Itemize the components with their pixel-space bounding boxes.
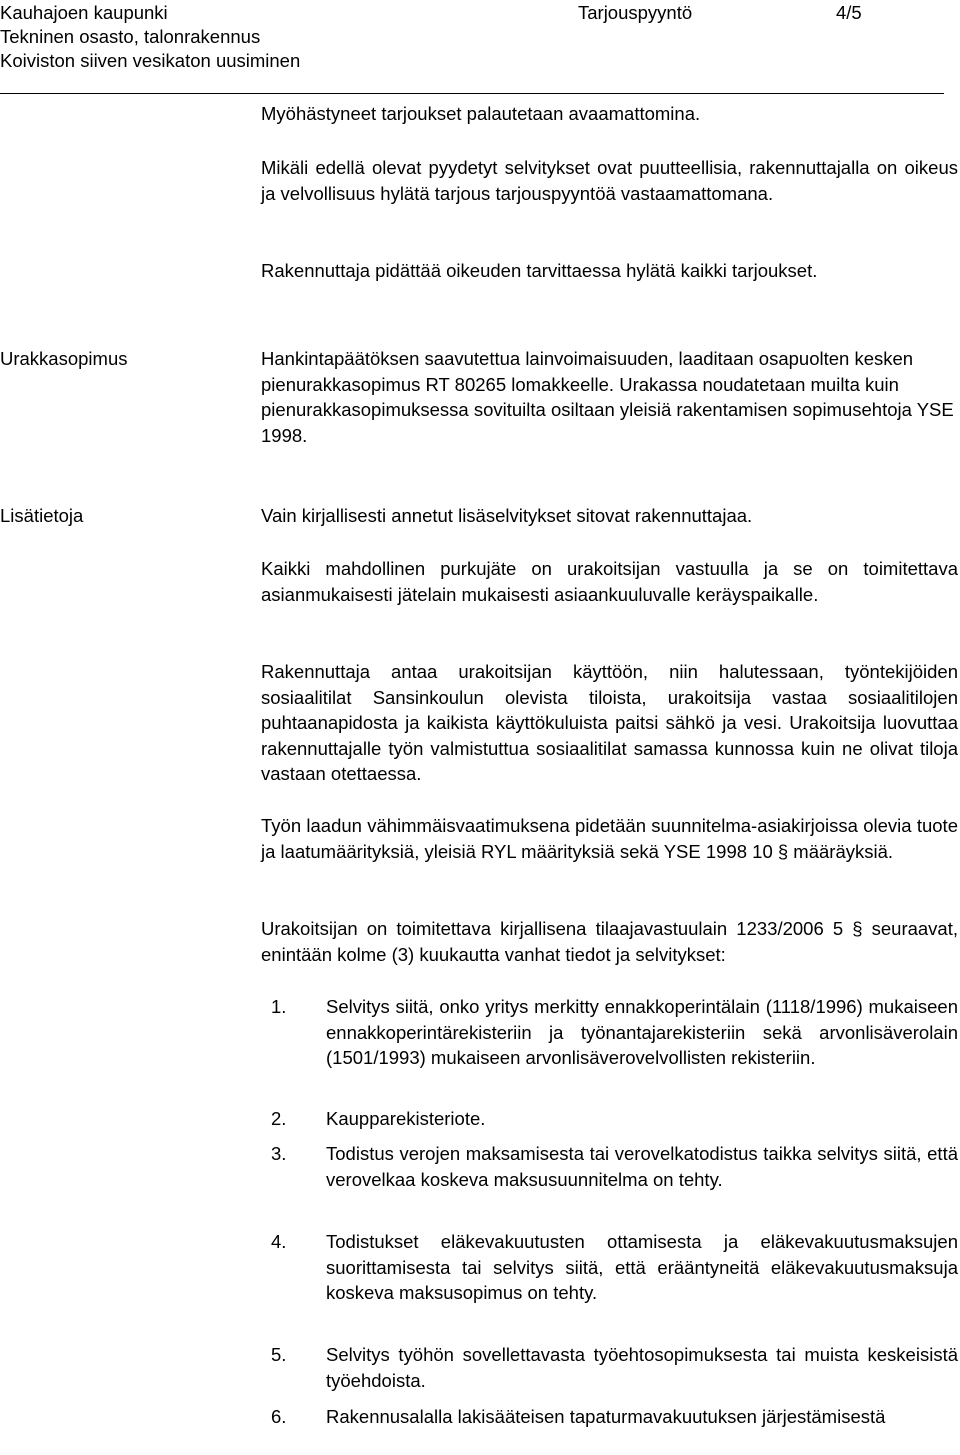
- header-document-type: Tarjouspyyntö: [578, 2, 693, 23]
- list-item-text: Selvitys siitä, onko yritys merkitty ennakkoperintälain (1118/1996) mukaiseen ennakkoperintärekisteriin ja työnantajarekisteriin sekä arvonlisäverolain (1501/1993) mukaiseen arvonlisäverovelvollisten rekisteriin.: [326, 996, 958, 1068]
- lisatietoja-quality-requirements: Työn laadun vähimmäisvaatimuksena pidetään suunnitelma-asiakirjoissa olevia tuote ja laatumäärityksiä, yleisiä RYL määrityksiä sekä YSE 1998 10 § määräyksiä.: [261, 815, 958, 862]
- intro-late-offers: Myöhästyneet tarjoukset palautetaan avaamattomina.: [261, 103, 701, 124]
- lisatietoja-binding-info: Vain kirjallisesti annetut lisäselvitykset sitovat rakennuttajaa.: [261, 505, 753, 526]
- list-item-number: 3.: [271, 1143, 287, 1164]
- list-item-text: Rakennusalalla lakisääteisen tapaturmavakuutuksen järjestämisestä: [326, 1406, 886, 1427]
- header-divider: [0, 93, 944, 94]
- page-header: [0, 0, 960, 90]
- list-item-text: Todistukset eläkevakuutusten ottamisesta ja eläkevakuutusmaksujen suorittamisesta tai selvitys siitä, että erääntyneitä eläkevakuutusmaksuja koskeva maksusopimus on tehty.: [326, 1231, 958, 1303]
- section-label-urakkasopimus: Urakkasopimus: [0, 348, 128, 369]
- list-item-number: 2.: [271, 1108, 287, 1129]
- header-department: Tekninen osasto, talonrakennus: [0, 26, 261, 47]
- list-item-number: 6.: [271, 1406, 287, 1427]
- list-item-number: 1.: [271, 996, 287, 1017]
- list-item-text: Kaupparekisteriote.: [326, 1108, 486, 1129]
- header-organization: Kauhajoen kaupunki: [0, 2, 168, 23]
- lisatietoja-social-facilities: Rakennuttaja antaa urakoitsijan käyttöön, niin halutessaan, työntekijöiden sosiaalitilat Sansinkoulun olevista tiloista, urakoitsija vastaa sosiaalitilojen puhtaanapidosta ja kaikista käyttökuluista paitsi sähkö ja vesi. Urakoitsija luovuttaa rakennuttajalle työn valmistuttua sosiaalitilat samassa kunnossa kuin ne olivat tiloja vastaan otettaessa.: [261, 661, 958, 784]
- list-item-text: Selvitys työhön sovellettavasta työehtosopimuksesta tai muista keskeisistä työehdoista.: [326, 1344, 958, 1391]
- urakkasopimus-text: Hankintapäätöksen saavutettua lainvoimaisuuden, laaditaan osapuolten kesken pienurakkasopimus RT 80265 lomakkeelle. Urakassa noudatetaan muilta kuin pienurakkasopimuksessa sovituilta osiltaan yleisiä rakentamisen sopimusehtoja YSE 1998.: [261, 348, 954, 446]
- intro-reject-all: Rakennuttaja pidättää oikeuden tarvittaessa hylätä kaikki tarjoukset.: [261, 260, 818, 281]
- lisatietoja-contractor-documents: Urakoitsijan on toimitettava kirjallisena tilaajavastuulain 1233/2006 5 § seuraavat, enintään kolme (3) kuukautta vanhat tiedot ja selvitykset:: [261, 918, 958, 965]
- header-page-number: 4/5: [836, 2, 862, 23]
- list-item-number: 4.: [271, 1231, 287, 1252]
- intro-incomplete-reports: Mikäli edellä olevat pyydetyt selvitykset ovat puutteellisia, rakennuttajalla on oikeus ja velvollisuus hylätä tarjous tarjouspyyntöä vastaamattomana.: [261, 157, 958, 204]
- section-label-lisatietoja: Lisätietoja: [0, 505, 84, 526]
- lisatietoja-demolition-waste: Kaikki mahdollinen purkujäte on urakoitsijan vastuulla ja se on toimitettava asianmukaisesti jätelain mukaisesti asiaankuuluvalle keräyspaikalle.: [261, 558, 958, 605]
- list-item-number: 5.: [271, 1344, 287, 1365]
- list-item-text: Todistus verojen maksamisesta tai verovelkatodistus taikka selvitys siitä, että verovelkaa koskeva maksusuunnitelma on tehty.: [326, 1143, 958, 1190]
- header-project: Koiviston siiven vesikaton uusiminen: [0, 50, 301, 71]
